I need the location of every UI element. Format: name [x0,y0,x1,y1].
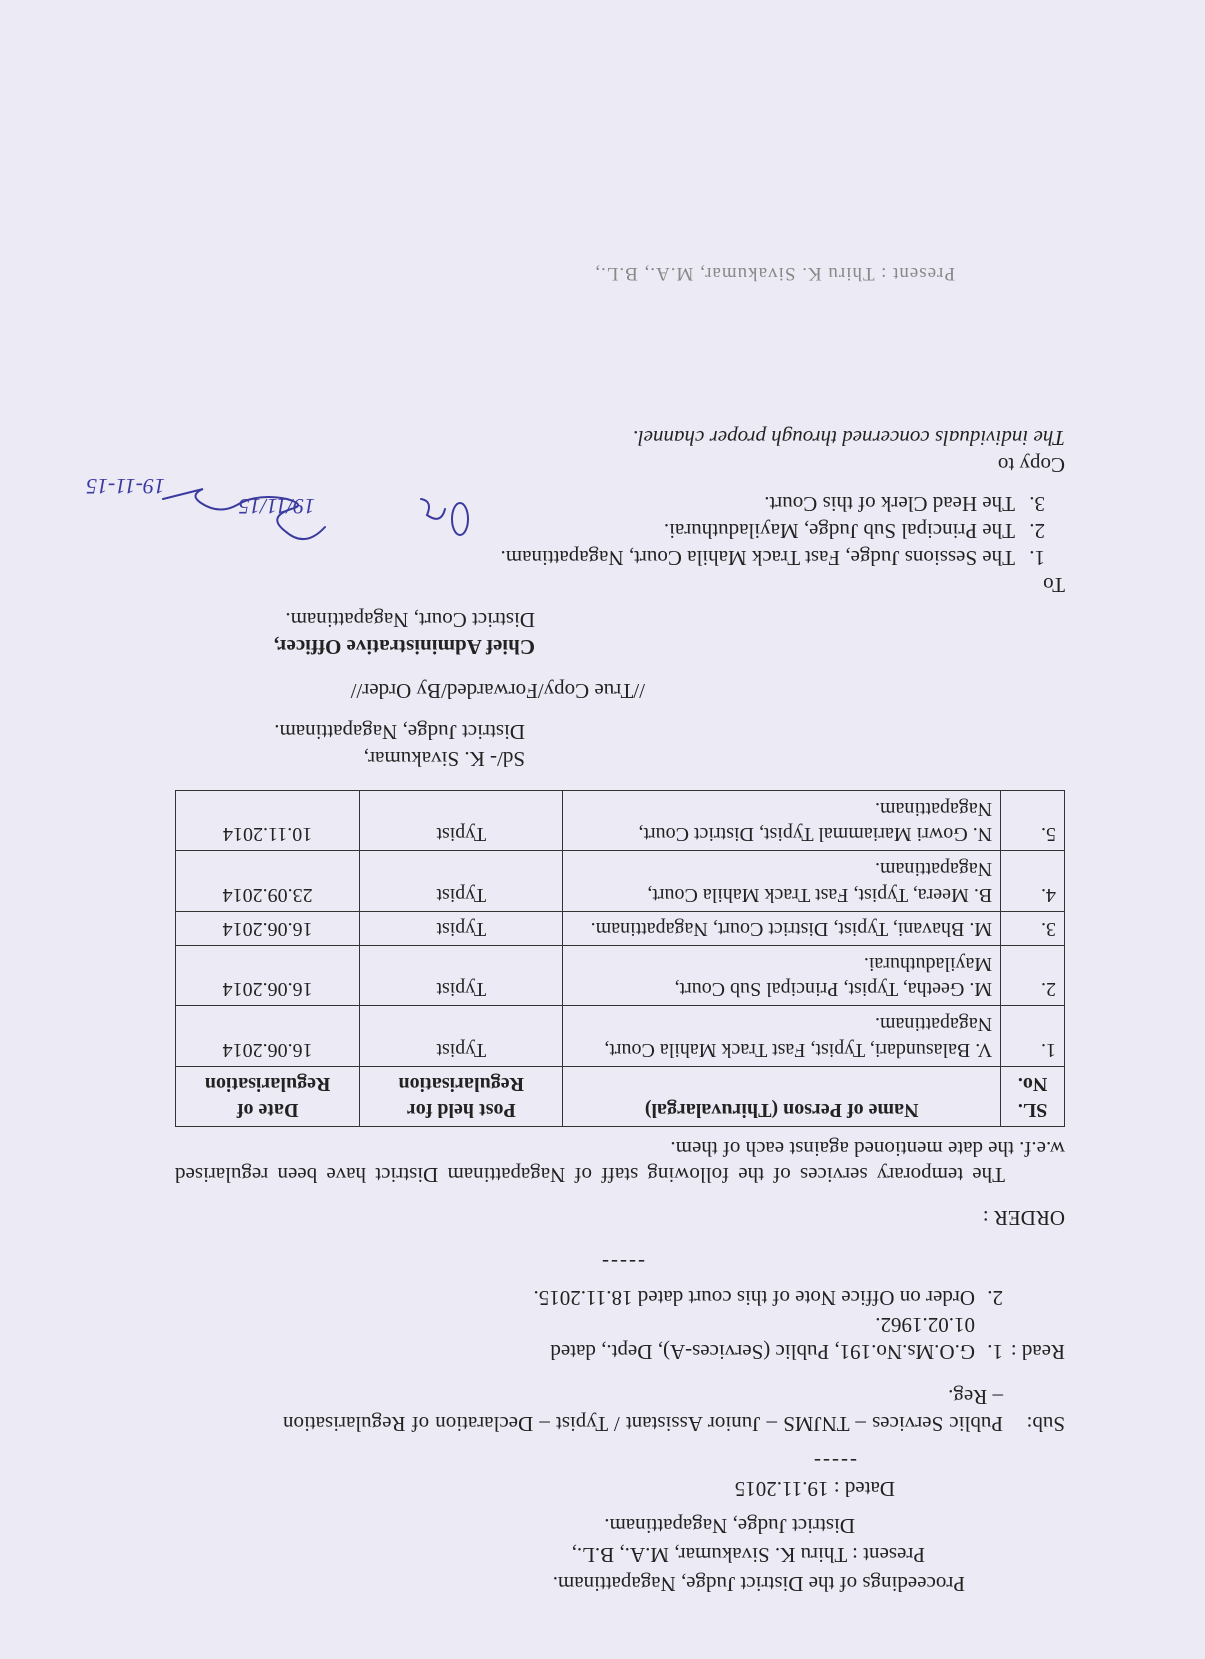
cell-name: B. Meera, Typist, Fast Track Mahila Court, Nagapattinam. [563,851,1001,911]
header-present: Present : Thiru K. Sivakumar, M.A., B.L., [571,1543,925,1568]
signature-title: District Judge, Nagapattinam. [274,720,525,745]
copy-to-text: The individuals concerned through proper channel. [632,426,1065,451]
separator-2: ----- [600,1251,645,1276]
copy-to-label: Copy to [997,453,1065,478]
list-item-number: 2. [1029,519,1045,544]
cell-date: 16.06.2014 [176,1006,360,1066]
cell-name: M. Geetha, Typist, Principal Sub Court, Mayiladuthurai. [563,946,1001,1006]
read-item-text: Order on Office Note of this court dated 18.11.2015. [533,1286,975,1311]
cell-post: Typist [360,946,563,1006]
cell-post: Typist [360,1006,563,1066]
col-header-sl: SL. No. [1001,1066,1065,1126]
list-item-text: The Head Clerk of this Court. [764,492,1015,517]
cao-title: Chief Administrative Officer, [273,634,535,659]
list-item-text: The Sessions Judge, Fast Track Mahila Court, Nagapattinam. [500,545,1015,570]
list-item-number: 3. [1029,492,1045,517]
col-header-name: Name of Person (Thiruvalargal) [563,1066,1001,1126]
handwritten-date-2: 19-11-15 [85,474,165,499]
list-item-text: The Principal Sub Judge, Mayiladuthurai. [663,519,1015,544]
cell-post: Typist [360,911,563,946]
cell-sl: 2. [1001,946,1065,1006]
true-copy-line: //True Copy/Forwarded/By Order// [350,679,645,704]
order-heading: ORDER : [982,1206,1065,1231]
to-label: To [1043,572,1065,597]
read-item-number: 1. [987,1339,1003,1364]
separator-1: ----- [812,1450,857,1475]
cell-name: N. Gowri Mariammal Typist, District Court, Nagapattinam. [563,791,1001,851]
cell-sl: 3. [1001,911,1065,946]
cell-sl: 4. [1001,851,1065,911]
order-paragraph: The temporary services of the following staff of Nagapattinam District have been regularised w.e.f. the date mentioned against each of them. [175,1136,1065,1188]
cell-name: V. Balasundari, Typist, Fast Track Mahila Court, Nagapattinam. [563,1006,1001,1066]
initials-scribble [163,489,468,539]
cell-date: 23.09.2014 [176,851,360,911]
col-header-date: Date of Regularisation [176,1066,360,1126]
col-header-post: Post held for Regularisation [360,1066,563,1126]
read-item-text: G.O.Ms.No.191, Public (Services-A), Dept., dated [550,1339,975,1364]
cell-sl: 5. [1001,791,1065,851]
subject-label: Sub: [1026,1411,1065,1436]
cell-name: M. Bhavani, Typist, District Court, Nagapattinam. [563,911,1001,946]
list-item-number: 1. [1029,545,1045,570]
subject-text: Public Services – TNJMS – Junior Assistant / Typist – Declaration of Regularisation – Reg. [283,1384,1003,1436]
cell-post: Typist [360,791,563,851]
cell-sl: 1. [1001,1006,1065,1066]
read-item-number: 2. [987,1286,1003,1311]
cell-date: 16.06.2014 [176,911,360,946]
signature-name: Sd/- K. Sivakumar, [363,747,525,772]
header-place: District Judge, Nagapattinam. [604,1514,855,1539]
handwritten-date-1: 19/11/15 [238,494,315,519]
cell-date: 16.06.2014 [176,946,360,1006]
header-line-1: Proceedings of the District Judge, Nagapattinam. [552,1572,965,1596]
cao-place: District Court, Nagapattinam. [285,607,535,632]
cell-post: Typist [360,851,563,911]
read-item-continuation: 01.02.1962. [875,1313,975,1337]
cell-date: 10.11.2014 [176,791,360,851]
read-label: Read : [1010,1339,1065,1364]
dated-line: Dated : 19.11.2015 [734,1477,895,1502]
bleed-through-text: Present : Thiru K. Sivakumar, M.A., B.L., [594,262,955,284]
